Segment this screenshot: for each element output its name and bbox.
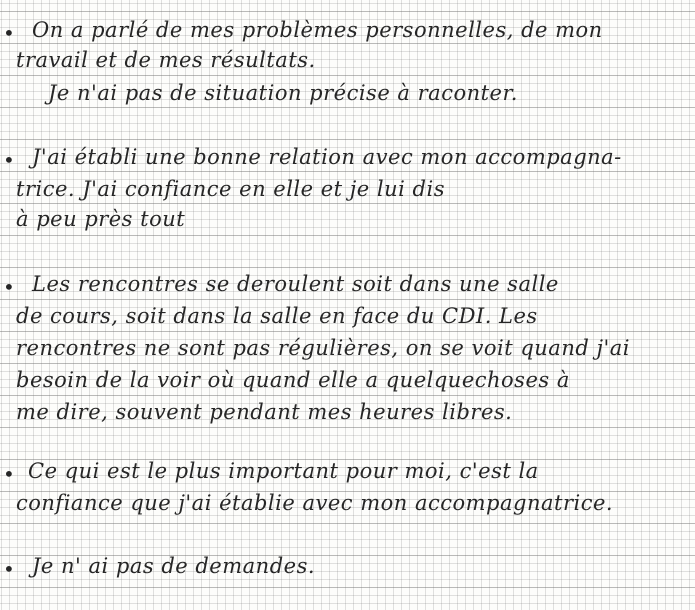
p2-line-3-text: à peu près tout <box>16 207 186 231</box>
p3-line-4-text: besoin de la voir où quand elle a quelquechoses à <box>16 368 570 392</box>
p3-line-1-text: Les rencontres se deroulent soit dans une salle <box>32 272 559 296</box>
bullet-2: • <box>3 148 15 172</box>
p1-line-2-text: travail et de mes résultats. <box>16 48 316 72</box>
p2-line-1-text: J'ai établi une bonne relation avec mon accompagna- <box>32 145 622 169</box>
p3-line-2-text: de cours, soit dans la salle en face du CDI. Les <box>16 304 538 328</box>
p4-line-2-text: confiance que j'ai établie avec mon accompagnatrice. <box>16 491 614 515</box>
p4-line-1-text: Ce qui est le plus important pour moi, c'est la <box>28 459 539 483</box>
bullet-5: • <box>3 557 15 581</box>
p5-line-1-text: Je n' ai pas de demandes. <box>32 554 316 578</box>
p1-line-3-text: Je n'ai pas de situation précise à raconter. <box>48 81 518 105</box>
p3-line-5-text: me dire, souvent pendant mes heures libres. <box>16 400 513 424</box>
bullet-1: • <box>3 21 15 45</box>
p1-line-1-text: On a parlé de mes problèmes personnelles, de mon <box>32 18 603 42</box>
p2-line-2-text: trice. J'ai confiance en elle et je lui dis <box>16 177 445 201</box>
bullet-3: • <box>3 275 15 299</box>
p3-line-3-text: rencontres ne sont pas régulières, on se voit quand j'ai <box>16 336 630 360</box>
bullet-4: • <box>3 462 15 486</box>
